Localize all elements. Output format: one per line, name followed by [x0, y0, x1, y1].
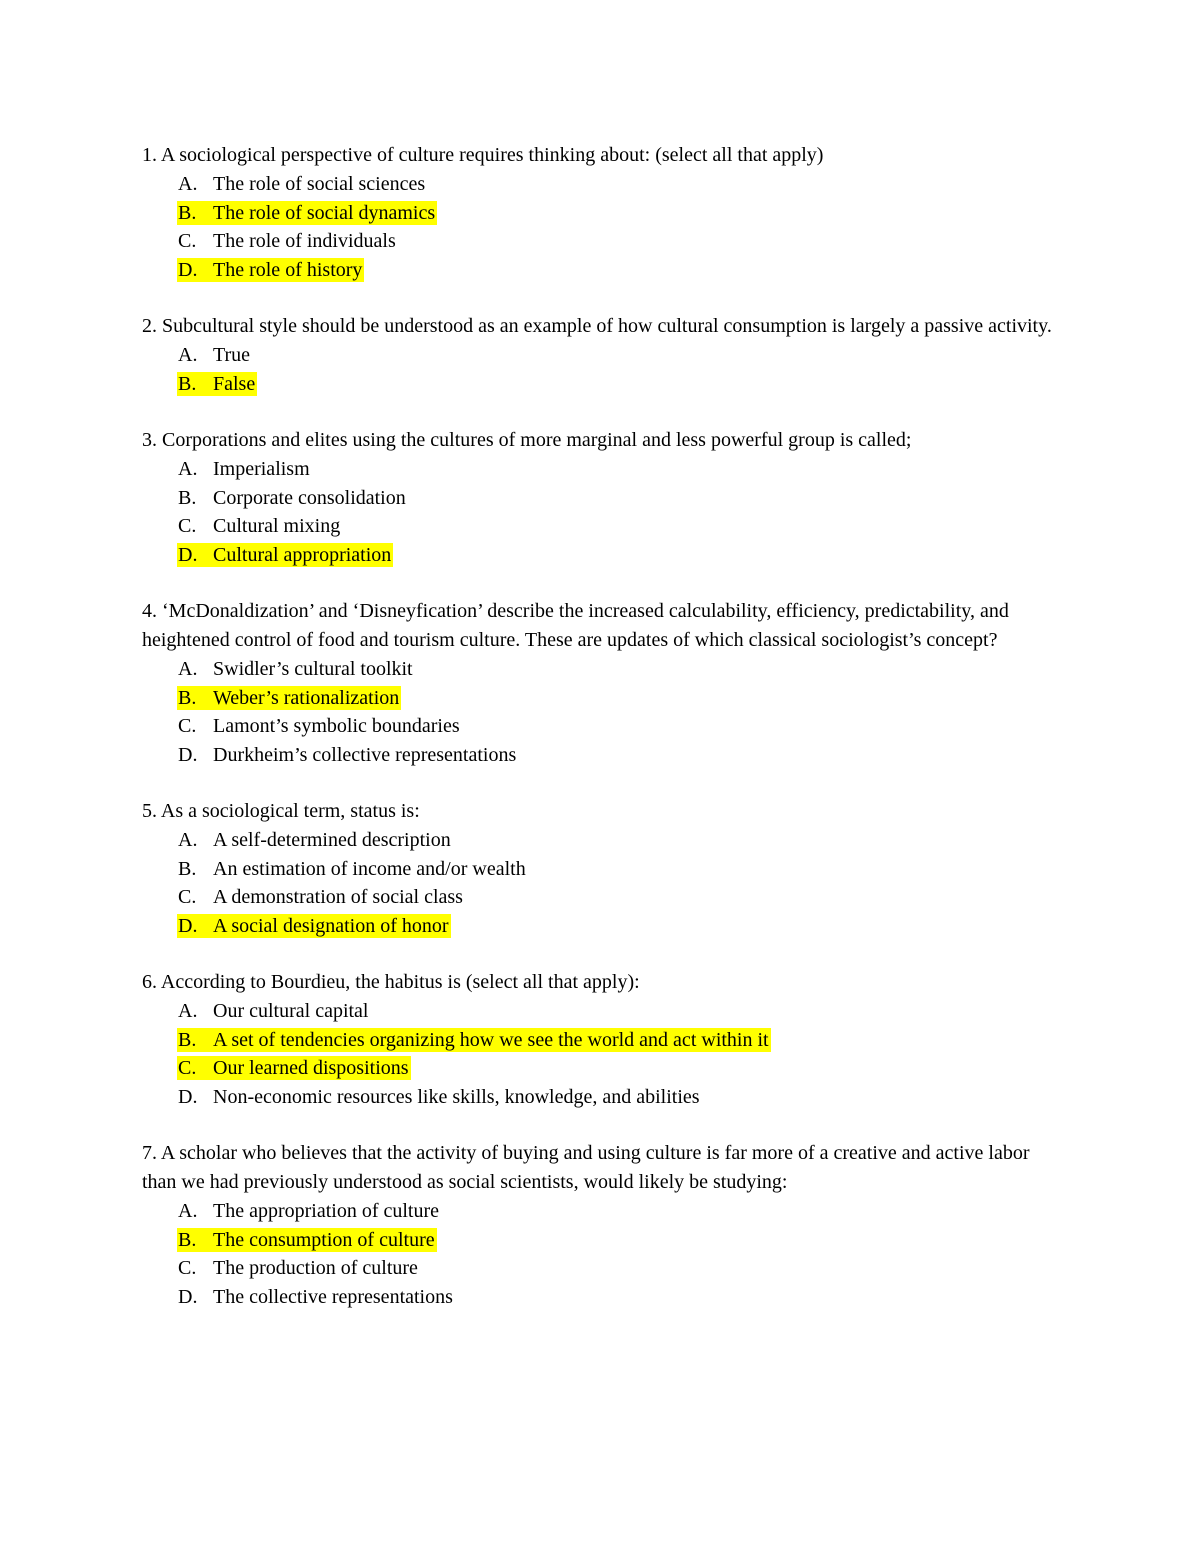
question-6: [142, 968, 1062, 1111]
answer-highlight: [177, 172, 427, 196]
option-text: Imperialism: [213, 458, 310, 480]
answer-option: [177, 826, 1062, 855]
answer-highlight: [177, 1056, 411, 1080]
option-letter: D.: [178, 914, 198, 937]
option-letter: C.: [178, 230, 197, 252]
answer-option: [177, 199, 1062, 228]
answer-options: [142, 455, 1062, 569]
option-text: Corporate consolidation: [213, 486, 406, 509]
answer-option: [177, 883, 1062, 912]
answer-option: [177, 741, 1062, 770]
answer-highlight: [177, 201, 437, 225]
option-letter: D.: [178, 743, 198, 766]
option-text: The collective representations: [213, 1285, 453, 1308]
option-letter: C.: [178, 715, 197, 737]
question-text: 1. A sociological perspective of culture requires thinking about: (select all that apply): [142, 144, 824, 166]
answer-highlight: [177, 743, 518, 767]
question-text: 5. As a sociological term, status is:: [142, 800, 420, 822]
answer-option: [177, 484, 1062, 513]
option-text: A social designation of honor: [213, 914, 449, 937]
option-letter: D.: [178, 543, 198, 566]
answer-options: [142, 997, 1062, 1111]
answer-option: [177, 1026, 1062, 1055]
answer-highlight: [177, 686, 401, 710]
question-text: 6. According to Bourdieu, the habitus is (select all that apply):: [142, 971, 640, 993]
answer-highlight: [177, 1228, 437, 1252]
quiz-document: [142, 141, 1062, 1339]
answer-highlight: [177, 914, 451, 938]
answer-highlight: [177, 258, 364, 282]
answer-highlight: [177, 1028, 771, 1052]
option-text: True: [213, 344, 251, 366]
answer-highlight: [177, 1285, 455, 1309]
option-letter: A.: [178, 658, 198, 680]
answer-highlight: [177, 372, 257, 396]
answer-highlight: [177, 1085, 702, 1109]
option-text: An estimation of income and/or wealth: [213, 857, 526, 880]
answer-highlight: [177, 457, 312, 481]
option-letter: A.: [178, 173, 198, 195]
option-text: Durkheim’s collective representations: [213, 743, 517, 766]
option-text: The appropriation of culture: [213, 1200, 440, 1222]
option-text: A self-determined description: [213, 829, 451, 851]
option-letter: C.: [178, 515, 197, 537]
answer-highlight: [177, 714, 462, 738]
answer-highlight: [177, 229, 398, 253]
answer-options: [142, 341, 1062, 398]
option-letter: D.: [178, 1285, 198, 1308]
answer-highlight: [177, 1256, 420, 1280]
option-letter: B.: [178, 1028, 197, 1051]
option-text: Cultural mixing: [213, 515, 341, 537]
option-text: The role of social dynamics: [213, 201, 436, 224]
option-text: Weber’s rationalization: [213, 686, 400, 709]
answer-option: [177, 1054, 1062, 1083]
answer-option: [177, 1283, 1062, 1312]
option-letter: A.: [178, 458, 198, 480]
option-letter: A.: [178, 1000, 198, 1022]
answer-option: [177, 455, 1062, 484]
option-text: Our cultural capital: [213, 1000, 369, 1022]
question-7: [142, 1139, 1062, 1311]
option-text: Swidler’s cultural toolkit: [213, 658, 413, 680]
option-letter: D.: [178, 1085, 198, 1108]
option-text: False: [213, 372, 256, 395]
answer-option: [177, 341, 1062, 370]
answer-option: [177, 256, 1062, 285]
question-text: 2. Subcultural style should be understood as an example of how cultural consumption is largely a passive activity.: [142, 315, 1052, 337]
question-text: 7. A scholar who believes that the activity of buying and using culture is far more of a creative and active labor than we had previously understood as social scientists, would likely be studying:: [142, 1142, 1030, 1193]
question-2: [142, 312, 1062, 398]
option-text: The role of history: [213, 258, 363, 281]
answer-option: [177, 684, 1062, 713]
option-letter: B.: [178, 857, 197, 880]
option-letter: B.: [178, 372, 197, 395]
option-letter: C.: [178, 1057, 197, 1079]
answer-option: [177, 1083, 1062, 1112]
answer-highlight: [177, 343, 252, 367]
answer-option: [177, 541, 1062, 570]
question-1: [142, 141, 1062, 284]
answer-option: [177, 655, 1062, 684]
option-text: Non-economic resources like skills, knowledge, and abilities: [213, 1085, 700, 1108]
option-letter: A.: [178, 344, 198, 366]
question-text: 4. ‘McDonaldization’ and ‘Disneyfication’ describe the increased calculability, efficiency, predictability, and heightened control of food and tourism culture. These are updates of which classical sociologist’s concept?: [142, 600, 1009, 651]
option-letter: D.: [178, 258, 198, 281]
answer-option: [177, 1197, 1062, 1226]
answer-options: [142, 655, 1062, 769]
answer-highlight: [177, 885, 465, 909]
answer-highlight: [177, 514, 342, 538]
answer-highlight: [177, 657, 415, 681]
answer-option: [177, 912, 1062, 941]
answer-options: [142, 826, 1062, 940]
option-text: Our learned dispositions: [213, 1057, 409, 1079]
option-letter: C.: [178, 886, 197, 908]
option-text: Cultural appropriation: [213, 543, 392, 566]
option-letter: B.: [178, 1228, 197, 1251]
answer-highlight: [177, 1199, 441, 1223]
option-letter: A.: [178, 829, 198, 851]
answer-option: [177, 1226, 1062, 1255]
answer-option: [177, 370, 1062, 399]
answer-highlight: [177, 857, 528, 881]
option-letter: C.: [178, 1257, 197, 1279]
option-text: The consumption of culture: [213, 1228, 435, 1251]
answer-highlight: [177, 543, 393, 567]
option-letter: B.: [178, 201, 197, 224]
question-5: [142, 797, 1062, 940]
question-3: [142, 426, 1062, 569]
answer-highlight: [177, 486, 408, 510]
answer-option: [177, 227, 1062, 256]
answer-options: [142, 170, 1062, 284]
option-text: A demonstration of social class: [213, 886, 463, 908]
option-letter: A.: [178, 1200, 198, 1222]
answer-option: [177, 712, 1062, 741]
answer-option: [177, 512, 1062, 541]
option-text: A set of tendencies organizing how we see the world and act within it: [213, 1028, 769, 1051]
option-text: The role of individuals: [213, 230, 396, 252]
question-4: [142, 597, 1062, 769]
answer-option: [177, 997, 1062, 1026]
option-text: The role of social sciences: [213, 173, 426, 195]
answer-option: [177, 170, 1062, 199]
answer-highlight: [177, 999, 371, 1023]
option-text: Lamont’s symbolic boundaries: [213, 715, 460, 737]
answer-option: [177, 1254, 1062, 1283]
option-text: The production of culture: [213, 1257, 418, 1279]
answer-highlight: [177, 828, 453, 852]
answer-options: [142, 1197, 1062, 1311]
question-text: 3. Corporations and elites using the cultures of more marginal and less powerful group is called;: [142, 429, 912, 451]
option-letter: B.: [178, 686, 197, 709]
answer-option: [177, 855, 1062, 884]
option-letter: B.: [178, 486, 197, 509]
